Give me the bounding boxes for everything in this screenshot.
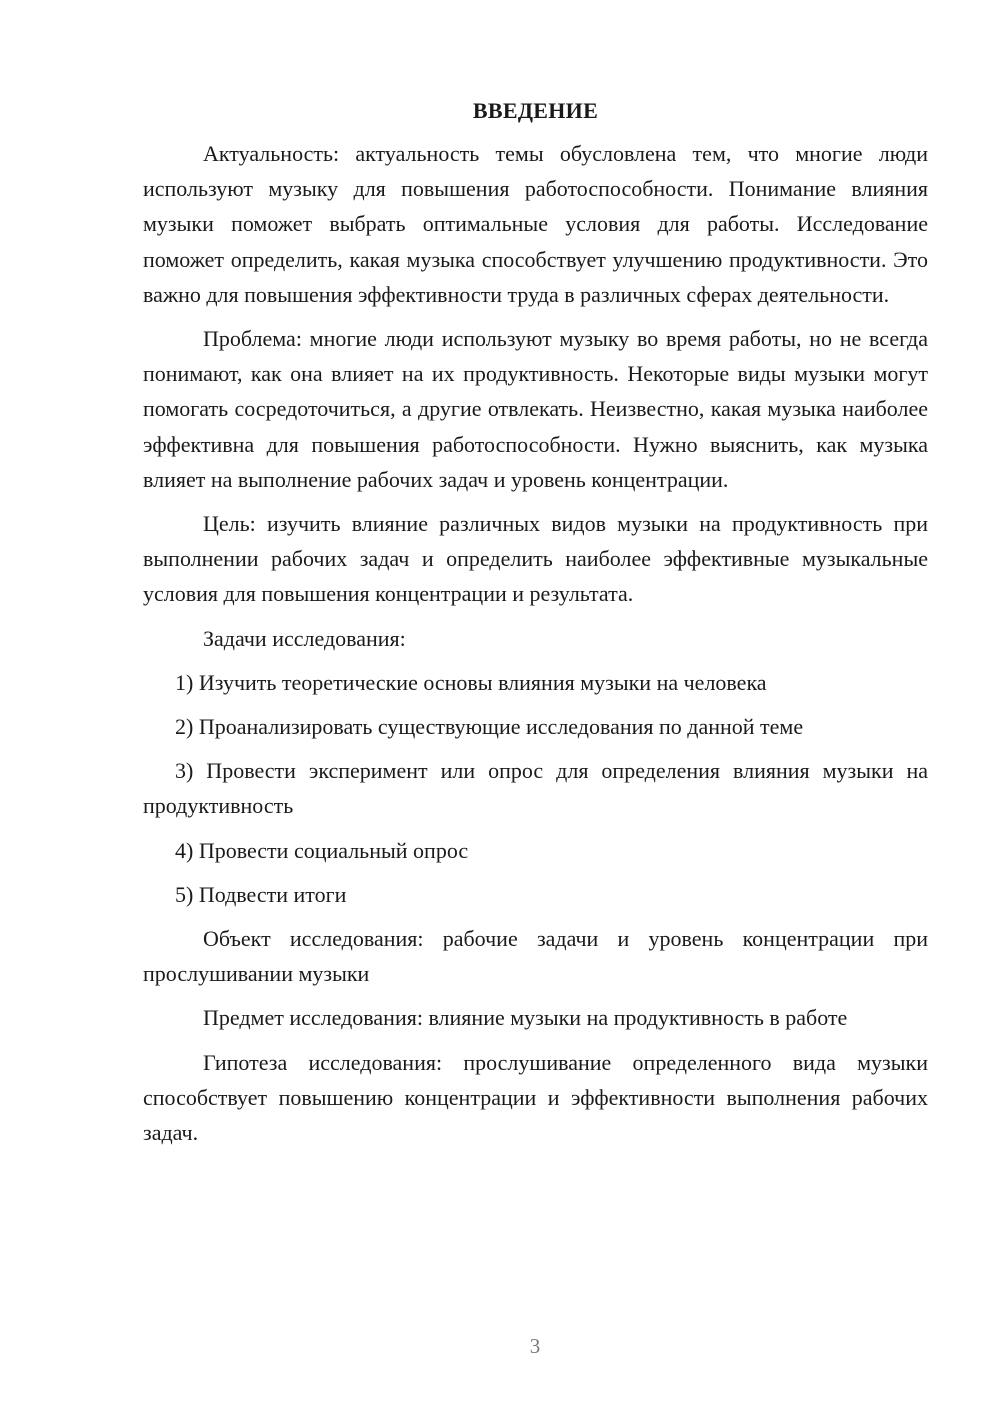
paragraph-tasks-heading: Задачи исследования:	[203, 625, 406, 651]
paragraph-object: Объект исследования: рабочие задачи и уровень концентрации при прослушивании музыки	[143, 926, 928, 987]
page-number: 3	[529, 1334, 541, 1358]
paragraph-goal: Цель: изучить влияние различных видов музыки на продуктивность при выполнении рабочих задач и определить наиболее эффективные музыкальные условия для повышения концентрации и результата.	[143, 511, 928, 607]
task-item-3: 3) Провести эксперимент или опрос для определения влияния музыки на продуктивность	[143, 758, 928, 819]
paragraph-hypothesis: Гипотеза исследования: прослушивание определенного вида музыки способствует повышению концентрации и эффективности выполнения рабочих задач.	[143, 1049, 928, 1146]
task-item-4: 4) Провести социальный опрос	[175, 837, 469, 863]
document-page	[143, 96, 928, 1159]
task-item-5: 5) Подвести итоги	[175, 881, 347, 907]
paragraph-relevance: Актуальность: актуальность темы обусловлена тем, что многие люди используют музыку для повышения работоспособности. Понимание влияния музыки поможет выбрать оптимальные условия для работы. Исследование поможет определить, какая музыка способствует улучшению продуктивности. Это важно для повышения эффективности труда в различных сферах деятельности.	[143, 141, 928, 307]
section-title: ВВЕДЕНИЕ	[472, 98, 599, 123]
paragraph-problem: Проблема: многие люди используют музыку во время работы, но не всегда понимают, как она влияет на их продуктивность. Некоторые виды музыки могут помогать сосредоточиться, а другие отвлекать. Неизвестно, какая музыка наиболее эффективна для повышения работоспособности. Нужно выяснить, как музыка влияет на выполнение рабочих задач и уровень концентрации.	[143, 326, 928, 492]
task-item-2: 2) Проанализировать существующие исследования по данной теме	[175, 714, 804, 740]
paragraph-subject: Предмет исследования: влияние музыки на продуктивность в работе	[203, 1005, 848, 1031]
task-item-1: 1) Изучить теоретические основы влияния музыки на человека	[175, 669, 767, 695]
